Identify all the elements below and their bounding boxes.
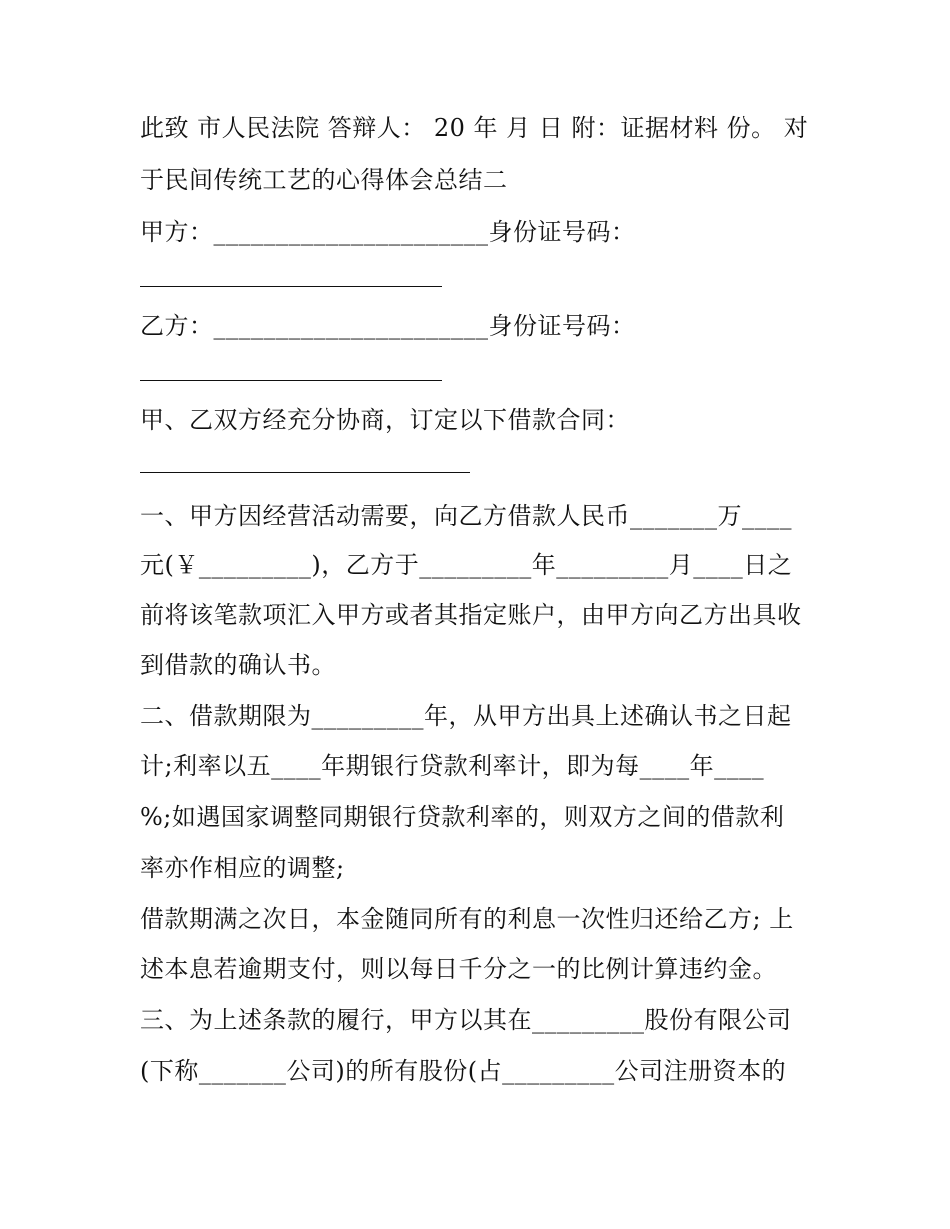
clause-2: 二、借款期限为_________年，从甲方出具上述确认书之日起 [140,702,792,730]
clause-1: 到借款的确认书。 [140,651,336,679]
clause-3: 三、为上述条款的履行，甲方以其在_________股份有限公司 [140,1006,792,1034]
clause-1: 一、甲方因经营活动需要，向乙方借款人民币_______万____ [140,502,792,530]
clause-2: 率亦作相应的调整; [140,854,345,882]
party-a-id-blank [140,286,442,287]
clause-2: %;如遇国家调整同期银行贷款利率的，则双方之间的借款利 [140,803,785,831]
contract-blank [140,472,470,473]
text-line: 此致 市人民法院 答辩人： 20 年 月 日 附：证据材料 份。 对 [140,114,809,142]
party-b-id-blank [140,380,442,381]
clause-2: 借款期满之次日，本金随同所有的利息一次性归还给乙方; 上 [140,905,794,933]
text-line: 于民间传统工艺的心得体会总结二 [140,166,508,194]
clause-3: (下称_______公司)的所有股份(占_________公司注册资本的 [140,1057,787,1085]
clause-2: 述本息若逾期支付，则以每日千分之一的比例计算违约金。 [140,955,777,983]
clause-1: 元(￥_________)，乙方于_________年_________月____日之 [140,551,793,579]
clause-1: 前将该笔款项汇入甲方或者其指定账户，由甲方向乙方出具收 [140,601,802,629]
party-a-line: 甲方：______________________身份证号码： [140,218,636,246]
party-b-line: 乙方：______________________身份证号码： [140,312,636,340]
text-line: 甲、乙双方经充分协商，订定以下借款合同： [140,406,630,434]
clause-2: 计;利率以五____年期银行贷款利率计，即为每____年____ [140,752,765,780]
